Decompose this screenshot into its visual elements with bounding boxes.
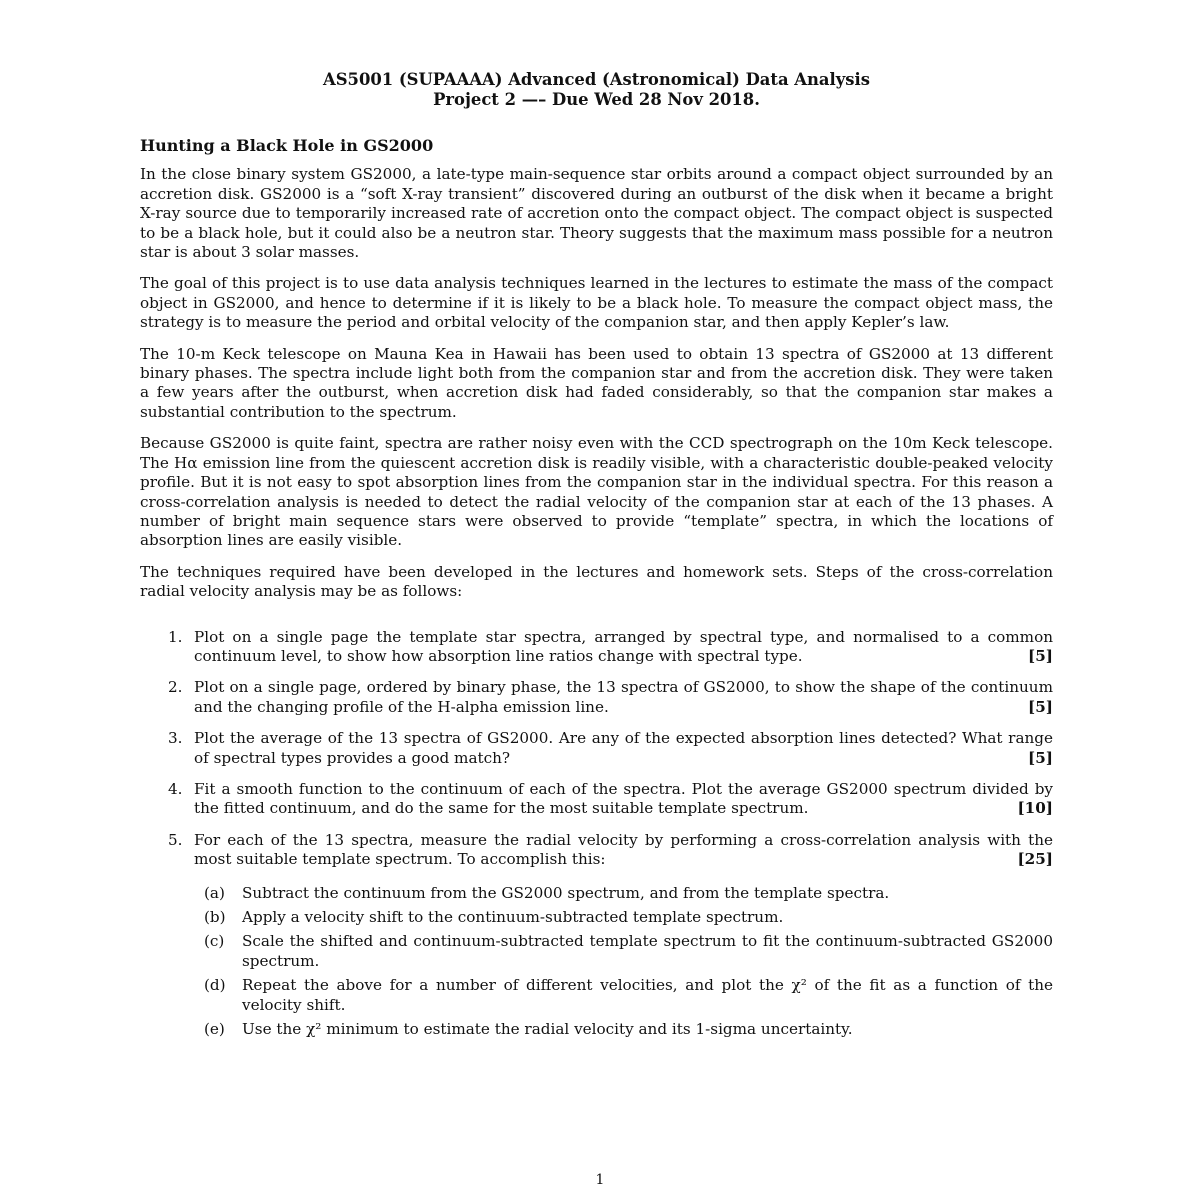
substep-text: Repeat the above for a number of different velocities, and plot the χ² of the fit as a function of the velocity shift.: [242, 976, 1053, 1014]
substep-label: (d): [204, 976, 226, 995]
list-item: [194, 884, 1053, 903]
steps-list: [140, 628, 1053, 1040]
document-title: [140, 70, 1053, 110]
step-text: Plot on a single page, ordered by binary phase, the 13 spectra of GS2000, to show the shape of the continuum and the changing profile of the H-alpha emission line.: [194, 678, 1053, 716]
page-number: 1: [595, 1172, 605, 1188]
list-item: [140, 831, 1053, 1040]
list-item: [140, 678, 1053, 717]
substep-label: (a): [204, 883, 225, 902]
step-body: [194, 831, 1053, 870]
substep-text: Apply a velocity shift to the continuum-subtracted template spectrum.: [242, 908, 784, 926]
substeps-list: [194, 884, 1053, 1040]
step-marks: [5]: [1028, 697, 1053, 716]
paragraph-keck: The 10-m Keck telescope on Mauna Kea in Hawaii has been used to obtain 13 spectra of GS2000 at 13 different binary phases. The spectra include light both from the companion star and from the accretion disk. They were taken a few years after the outburst, when accretion disk had faded considerably, so that the companion star makes a substantial contribution to the spectrum.: [140, 344, 1053, 421]
paragraph-faint: Because GS2000 is quite faint, spectra are rather noisy even with the CCD spectrograph on the 10m Keck telescope. The Hα emission line from the quiescent accretion disk is readily visible, with a characteristic double-peaked velocity profile. But it is not easy to spot absorption lines from the companion star in the individual spectra. For this reason a cross-correlation analysis is needed to detect the radial velocity of the companion star at each of the 13 phases. A number of bright main sequence stars were observed to provide “template” spectra, in which the locations of absorption lines are easily visible.: [140, 434, 1053, 550]
step-text: Fit a smooth function to the continuum of each of the spectra. Plot the average GS2000 spectrum divided by the fitted continuum, and do the same for the most suitable template spectrum.: [194, 779, 1053, 818]
list-item: [194, 932, 1053, 971]
step-text: For each of the 13 spectra, measure the radial velocity by performing a cross-correlation analysis with the most suitable template spectrum. To accomplish this:: [194, 830, 1053, 869]
paragraph-goal: The goal of this project is to use data analysis techniques learned in the lectures to estimate the mass of the compact object in GS2000, and hence to determine if it is likely to be a black hole. To measure the compact object mass, the strategy is to measure the period and orbital velocity of the companion star, and then apply Kepler’s law.: [140, 274, 1053, 332]
list-item: [140, 729, 1053, 768]
substep-text: Subtract the continuum from the GS2000 spectrum, and from the template spectra.: [242, 883, 890, 902]
step-number: 4.: [168, 779, 183, 798]
step-text: Plot the average of the 13 spectra of GS2000. Are any of the expected absorption lines detected? What range of spectral types provides a good match?: [194, 729, 1053, 767]
section-heading: Hunting a Black Hole in GS2000: [140, 136, 434, 155]
step-body: [194, 780, 1053, 819]
list-item: [140, 628, 1053, 667]
step-number: 1.: [168, 627, 183, 646]
list-item: [194, 908, 1053, 927]
step-number: 5.: [168, 830, 183, 849]
step-marks: [5]: [1028, 748, 1053, 767]
substep-text: Scale the shifted and continuum-subtracted template spectrum to fit the continuum-subtracted GS2000 spectrum.: [242, 932, 1053, 970]
paragraph-techniques: The techniques required have been developed in the lectures and homework sets. Steps of the cross-correlation radial velocity analysis may be as follows:: [140, 562, 1053, 601]
list-item: [194, 1020, 1053, 1039]
step-body: [194, 729, 1053, 768]
paragraph-intro: In the close binary system GS2000, a late-type main-sequence star orbits around a compact object surrounded by an accretion disk. GS2000 is a “soft X-ray transient” discovered during an outburst of the disk when it became a bright X-ray source due to temporarily increased rate of accretion onto the compact object. The compact object is suspected to be a black hole, but it could also be a neutron star. Theory suggests that the maximum mass possible for a neutron star is about 3 solar masses.: [140, 165, 1053, 262]
step-number: 3.: [168, 729, 183, 748]
step-body: [194, 628, 1053, 667]
step-body: [194, 678, 1053, 717]
substep-label: (c): [204, 932, 225, 951]
list-item: [140, 780, 1053, 819]
course-title: AS5001 (SUPAAAA) Advanced (Astronomical) Data Analysis: [322, 70, 870, 89]
substep-label: (e): [204, 1020, 225, 1039]
step-marks: [5]: [1028, 646, 1053, 665]
list-item: [194, 976, 1053, 1015]
step-marks: [25]: [1017, 850, 1053, 869]
project-line: Project 2 —– Due Wed 28 Nov 2018.: [433, 90, 760, 109]
substep-label: (b): [204, 908, 226, 926]
step-text: Plot on a single page the template star spectra, arranged by spectral type, and normalised to a common continuum level, to show how absorption line ratios change with spectral type.: [194, 627, 1053, 665]
document-page: [140, 70, 1053, 1051]
step-marks: [10]: [1017, 799, 1053, 818]
substep-text: Use the χ² minimum to estimate the radial velocity and its 1-sigma uncertainty.: [242, 1020, 853, 1039]
step-number: 2.: [168, 678, 183, 697]
